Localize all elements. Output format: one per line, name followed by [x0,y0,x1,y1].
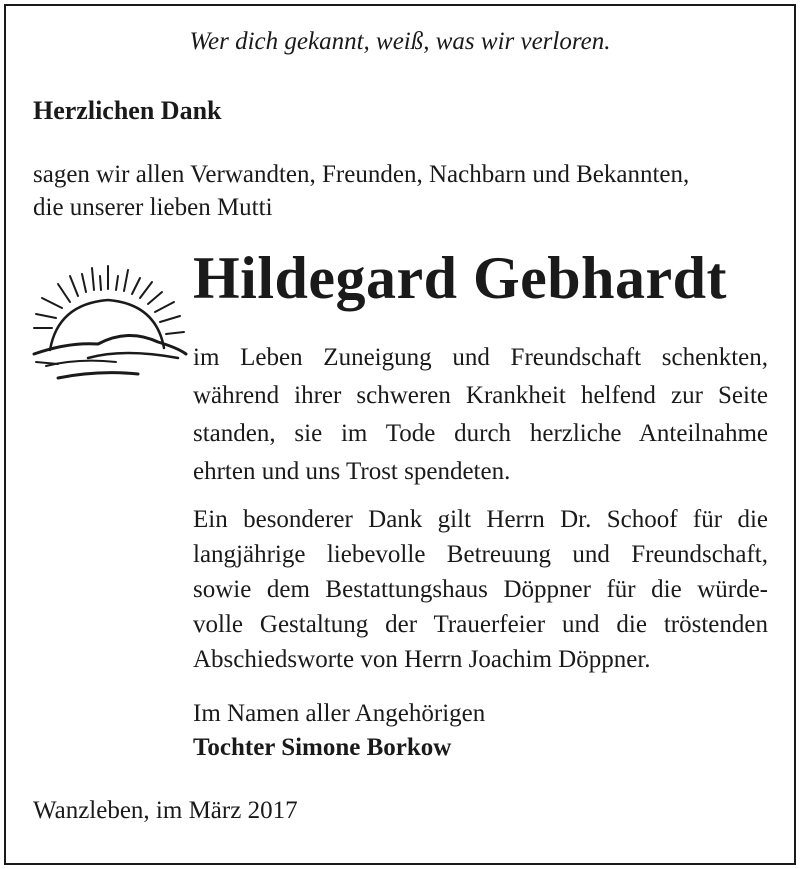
thanks-paragraph-1 [193,339,768,491]
paragraph-line: standen, sie im Tode durch herzliche Anteilnahme [193,420,768,447]
paragraph-line: im Leben Zuneigung und Freundschaft schenkten, [193,344,768,371]
thanks-paragraph-2 [193,502,768,677]
motto: Wer dich gekannt, weiß, was wir verloren. [189,28,611,55]
paragraph-line: Ein besonderer Dank gilt Herrn Dr. Schoof für die [193,506,768,533]
intro-line: sagen wir allen Verwandten, Freunden, Nachbarn und Bekannten, [33,161,690,188]
paragraph-line: langjährige liebevolle Betreuung und Freundschaft, [193,541,768,568]
signature-name: Tochter Simone Borkow [193,734,452,761]
intro-line: die unserer lieben Mutti [33,194,273,221]
paragraph-line: sowie dem Bestattungshaus Döppner für die würde- [193,576,768,603]
heading: Herzlichen Dank [33,96,222,125]
paragraph-line: während ihrer schweren Krankheit helfend zur Seite [193,382,768,409]
place-date: Wanzleben, im März 2017 [33,797,298,824]
paragraph-line: volle Gestaltung der Trauerfeier und die tröstenden [193,611,768,638]
deceased-name: Hildegard Gebhardt [193,245,728,311]
intro-text [33,158,689,224]
signature-line-1: Im Namen aller Angehörigen [193,700,486,727]
paragraph-line: ehrten und uns Trost spendeten. [193,458,511,485]
sunrise-icon [28,262,188,390]
paragraph-line: Abschiedsworte von Herrn Joachim Döppner. [193,646,651,673]
